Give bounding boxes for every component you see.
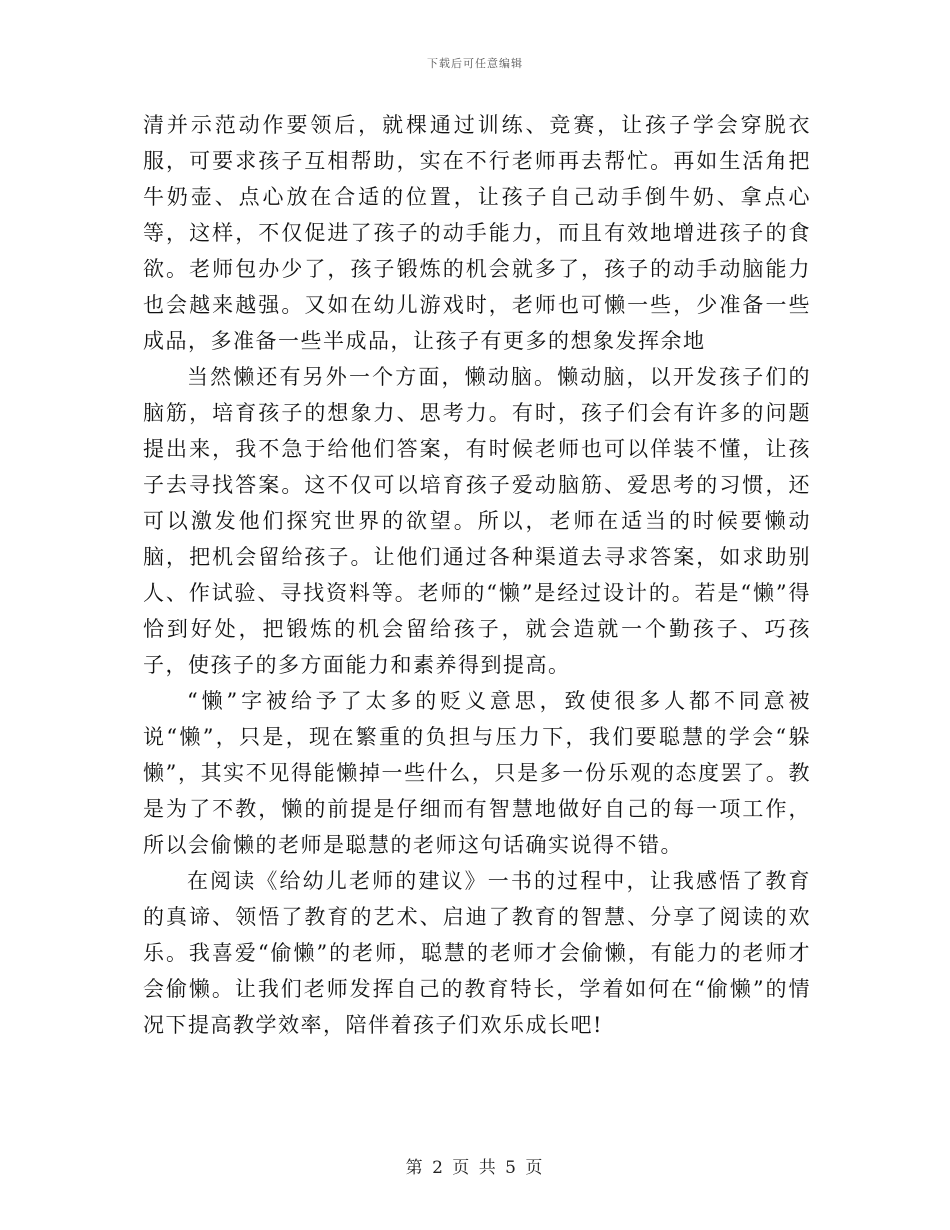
- paragraph-2: 当然懒还有另外一个方面，懒动脑。懒动脑，以开发孩子们的脑筋，培育孩子的想象力、思考力。有时，孩子们会有许多的问题提出来，我不急于给他们答案，有时候老师也可以佯装不懂，让孩子去寻找答案。这不仅可以培育孩子爱动脑筋、爱思考的习惯，还可以激发他们探究世界的欲望。所以，老师在适当的时候要懒动脑，把机会留给孩子。让他们通过各种渠道去寻求答案，如求助别人、作试验、寻找资料等。老师的“懒”是经过设计的。若是“懒”得恰到好处，把锻炼的机会留给孩子，就会造就一个勤孩子、巧孩子，使孩子的多方面能力和素养得到提高。: [143, 365, 811, 677]
- page-footer: [0, 1153, 950, 1178]
- footer-prefix: 第: [405, 1158, 425, 1178]
- paragraph-3: “懒”字被给予了太多的贬义意思，致使很多人都不同意被说“懒”，只是，现在繁重的负担与压力下，我们要聪慧的学会“躲懒”，其实不见得能懒掉一些什么，只是多一份乐观的态度罢了。教是为了不教，懒的前提是仔细而有智慧地做好自己的每一项工作，所以会偷懒的老师是聪慧的老师这句话确实说得不错。: [143, 689, 811, 857]
- footer-middle: 页 共: [452, 1158, 498, 1178]
- footer-page-number: 2: [432, 1158, 445, 1178]
- paragraph-1: 清并示范动作要领后，就棵通过训练、竞赛，让孩子学会穿脱衣服，可要求孩子互相帮助，实在不行老师再去帮忙。再如生活角把牛奶壶、点心放在合适的位置，让孩子自己动手倒牛奶、拿点心等，这样，不仅促进了孩子的动手能力，而且有效地增进孩子的食欲。老师包办少了，孩子锻炼的机会就多了，孩子的动手动脑能力也会越来越强。又如在幼儿游戏时，老师也可懒一些，少准备一些成品，多准备一些半成品，让孩子有更多的想象发挥余地: [143, 113, 811, 353]
- body-text: [143, 107, 811, 1043]
- footer-suffix: 页: [525, 1158, 545, 1178]
- header-note: 下载后可任意编辑: [427, 57, 523, 70]
- footer-total-pages: 5: [505, 1158, 518, 1178]
- paragraph-4: 在阅读《给幼儿老师的建议》一书的过程中，让我感悟了教育的真谛、领悟了教育的艺术、启迪了教育的智慧、分享了阅读的欢乐。我喜爱“偷懒”的老师，聪慧的老师才会偷懒，有能力的老师才会偷懒。让我们老师发挥自己的教育特长，学着如何在“偷懒”的情况下提高教学效率，陪伴着孩子们欢乐成长吧!: [143, 869, 811, 1037]
